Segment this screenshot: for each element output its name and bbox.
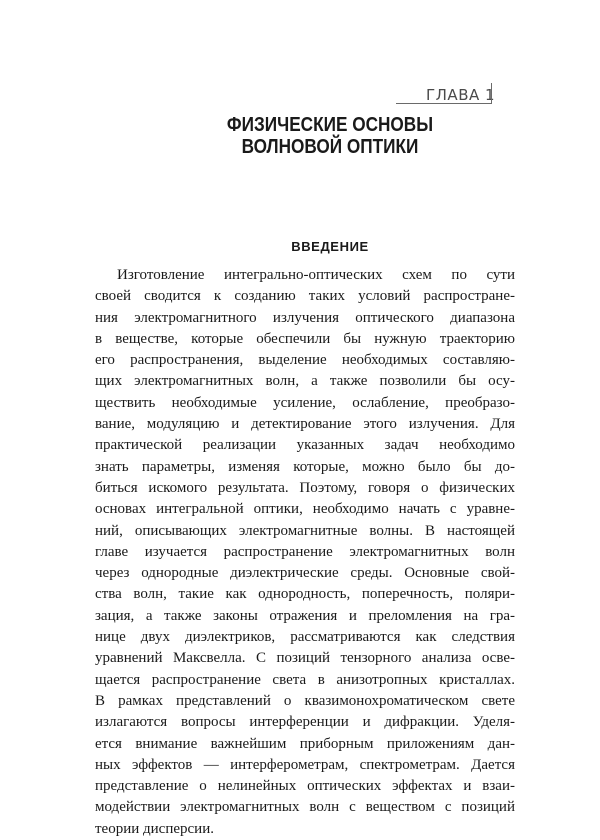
body-line: уравнений Максвелла. С позиций тензорного анализа осве- [95,650,515,667]
section-heading: ВВЕДЕНИЕ [291,239,369,254]
body-line: в веществе, которые обеспечили бы нужную траекторию [95,330,515,347]
body-line: его распространения, выделение необходимых составляю- [95,352,515,369]
body-line: излагаются вопросы интерференции и дифракции. Уделя- [95,714,515,731]
body-paragraph [95,265,515,840]
body-line: ется внимание важнейшим приборным приложениям дан- [95,735,515,752]
body-line: Изготовление интегрально-оптических схем по сути [117,267,515,283]
chapter-rule-end [491,83,492,103]
chapter-rule [396,103,492,104]
body-line: основах интегральной оптики, необходимо начать с уравне- [95,501,515,518]
body-line: нице двух диэлектриков, рассматриваются как следствия [95,629,515,646]
body-line: своей сводится к созданию таких условий распростране- [95,288,515,305]
body-line: знать параметры, изменяя которые, можно было бы до- [95,458,515,475]
body-line: модействии электромагнитных волн с веществом с позиций [95,799,515,816]
body-line: теории дисперсии. [95,820,214,837]
body-line: вание, модуляцию и детектирование этого излучения. Для [95,416,515,433]
body-line: практической реализации указанных задач необходимо [95,437,515,454]
body-line: ных эффектов — интерферометрам, спектрометрам. Дается [95,756,515,773]
body-line: щается распространение света в анизотропных кристаллах. [95,671,515,688]
body-line: через однородные диэлектрические среды. Основные свой- [95,565,515,582]
body-line: ществить необходимые усиление, ослабление, преобразо- [95,394,515,411]
body-line: ний, описывающих электромагнитные волны. В настоящей [95,522,515,539]
body-line: ния электромагнитного излучения оптического диапазона [95,309,515,326]
chapter-label: ГЛАВА 1 [426,86,496,104]
chapter-title-line-1: ФИЗИЧЕСКИЕ ОСНОВЫ [226,114,434,136]
body-line: представление о нелинейных оптических эффектах и взаи- [95,778,515,795]
chapter-title-line-2: ВОЛНОВОЙ ОПТИКИ [241,136,419,158]
body-line: В рамках представлений о квазимонохроматическом свете [95,692,515,709]
body-line: зация, а также законы отражения и преломления на гра- [95,607,515,624]
body-line: биться искомого результата. Поэтому, говоря о физических [95,479,515,496]
chapter-title [175,114,485,158]
body-line: главе изучается распространение электромагнитных волн [95,543,515,560]
body-line: щих электромагнитных волн, а также позволили бы осу- [95,373,515,390]
body-line: ства волн, такие как однородность, поперечность, поляри- [95,586,515,603]
